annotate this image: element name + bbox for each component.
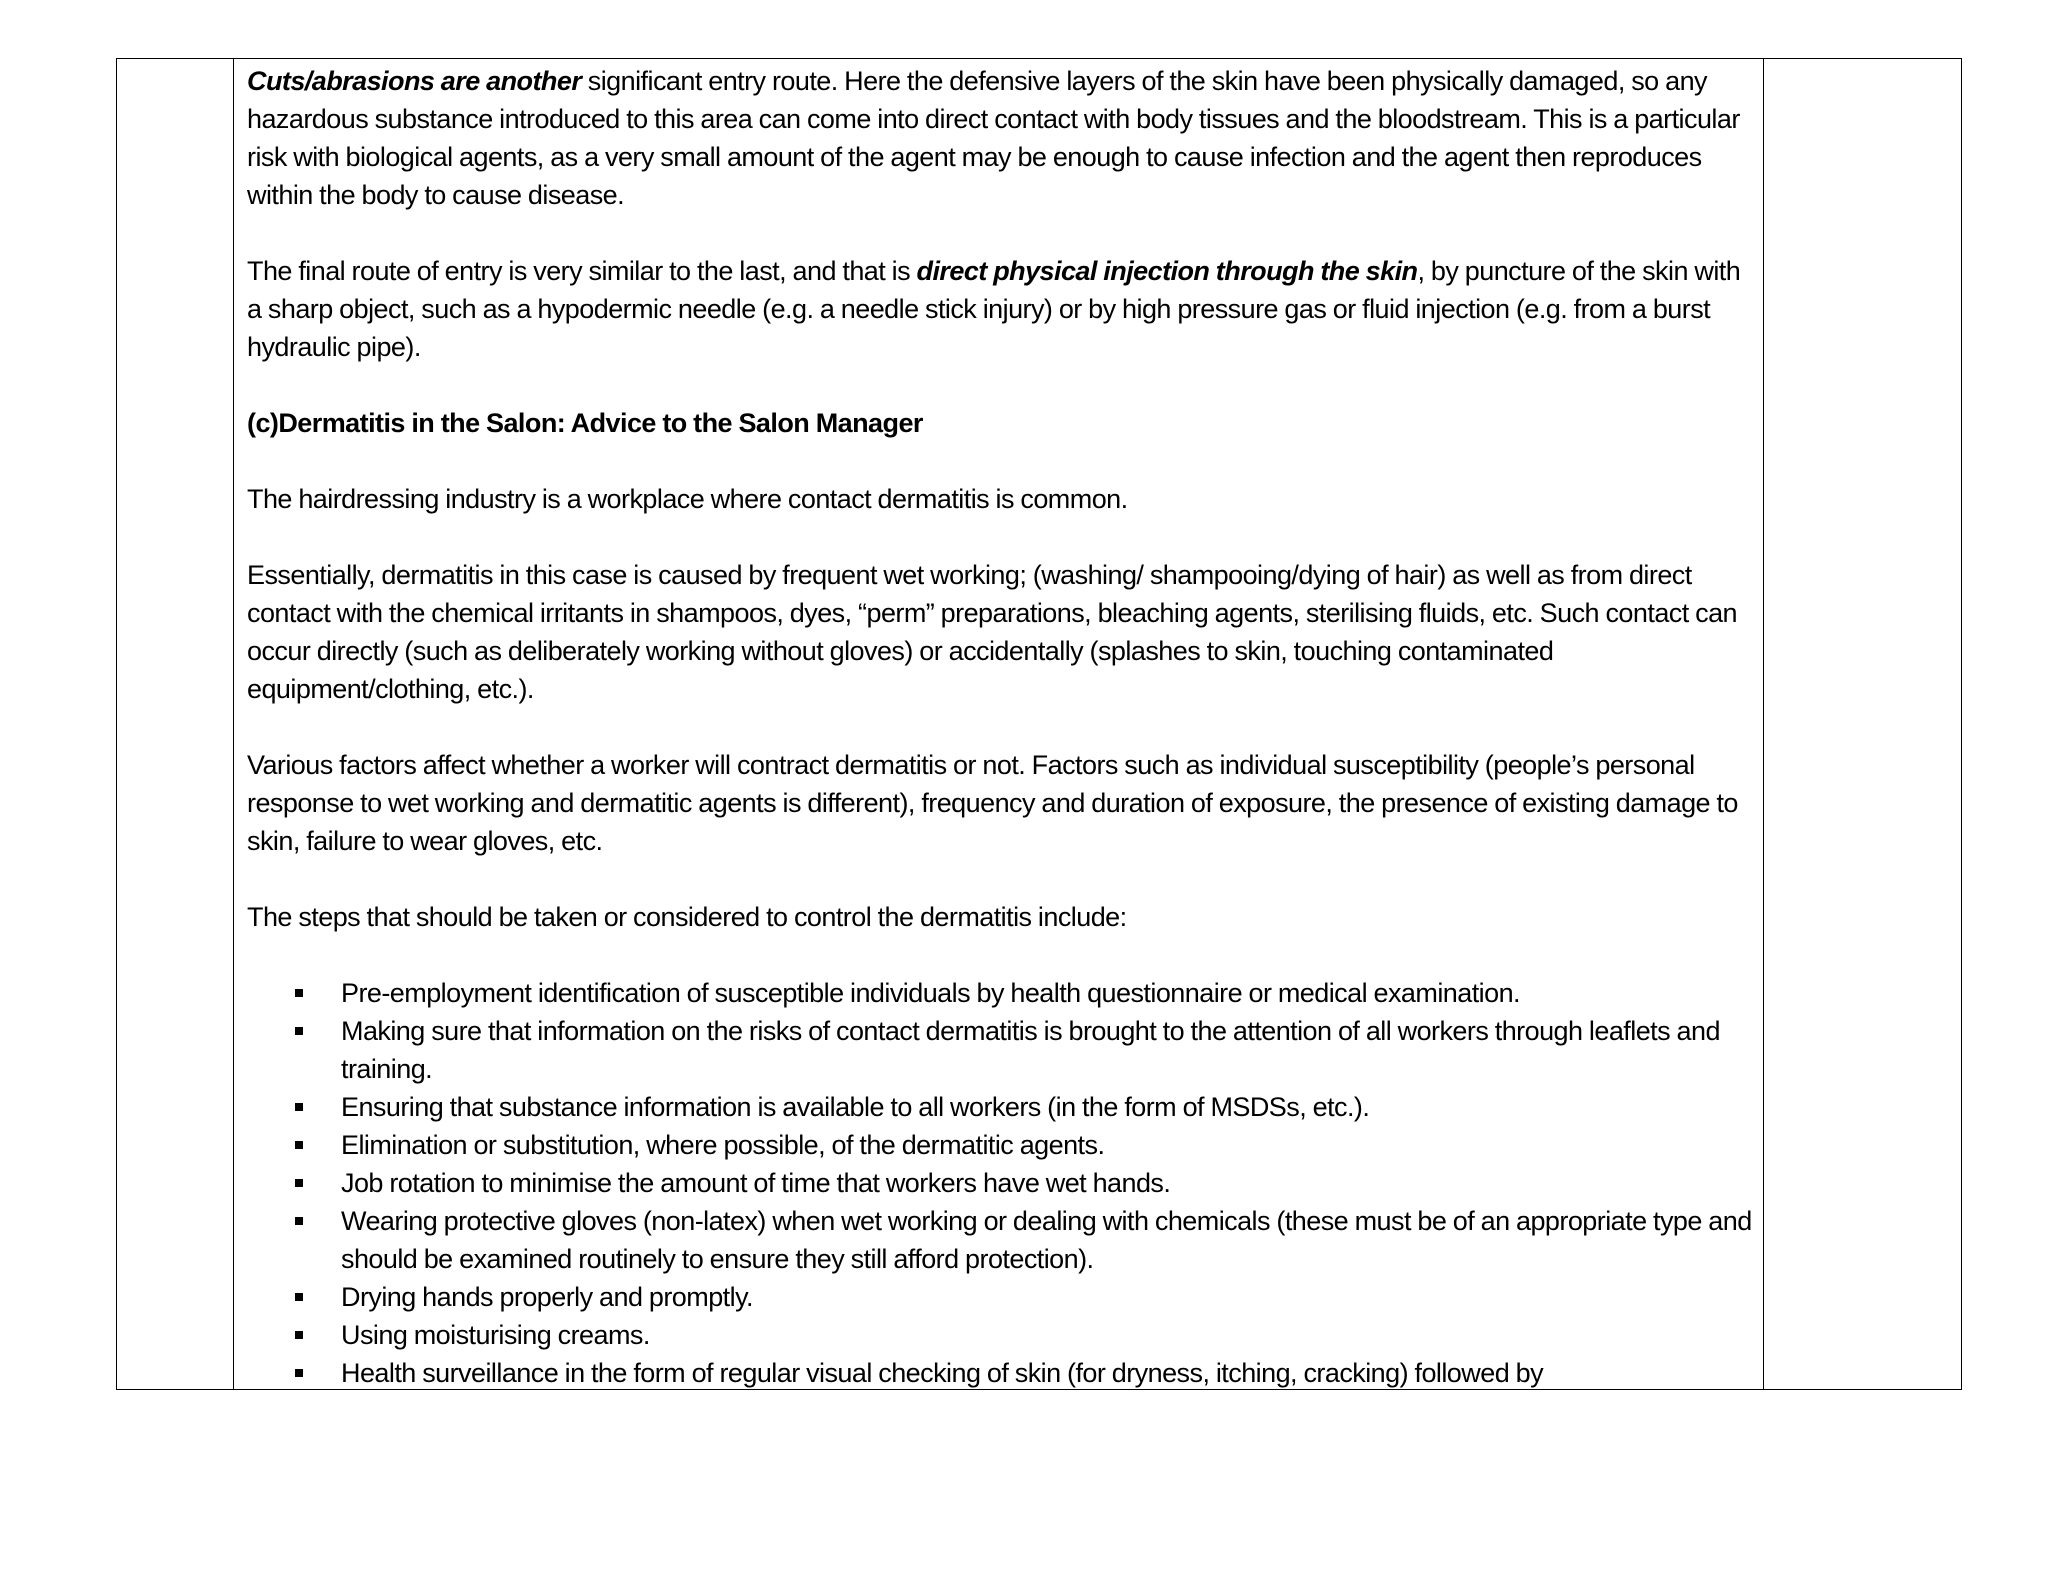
list-item: [341, 1202, 1757, 1278]
list-item-text: Elimination or substitution, where possible, of the dermatitic agents.: [341, 1130, 1105, 1160]
list-item: [341, 1354, 1757, 1390]
paragraph-cuts-abrasions-text: significant entry route. Here the defensive layers of the skin have been physically damaged, so any hazardous substance introduced to this area can come into direct contact with body tissues and the bloodstream. This is a particular risk with biological agents, as a very small amount of the agent may be enough to cause infection and the agent then reproduces within the body to cause disease.: [247, 66, 1740, 210]
paragraph-steps-intro: The steps that should be taken or considered to control the dermatitis include:: [247, 902, 1127, 932]
paragraph-injection-before: The final route of entry is very similar to the last, and that is: [247, 256, 917, 286]
section-heading: (c)Dermatitis in the Salon: Advice to the Salon Manager: [247, 408, 923, 438]
bullet-icon: [295, 1179, 303, 1187]
bullet-icon: [295, 1103, 303, 1111]
paragraph-industry: The hairdressing industry is a workplace where contact dermatitis is common.: [247, 484, 1128, 514]
emphasis-injection: direct physical injection through the skin: [916, 256, 1418, 286]
list-item: [341, 1316, 1757, 1354]
list-item: [341, 1164, 1757, 1202]
steps-list: [247, 974, 1757, 1390]
list-item: [341, 974, 1757, 1012]
list-item-text: Making sure that information on the risks of contact dermatitis is brought to the attention of all workers through leaflets and training.: [341, 1016, 1720, 1084]
bullet-icon: [295, 989, 303, 997]
content-cell: [247, 62, 1757, 1390]
list-item-text: Wearing protective gloves (non-latex) when wet working or dealing with chemicals (these must be of an appropriate type and should be examined routinely to ensure they still afford protection).: [341, 1206, 1752, 1274]
list-item: [341, 1012, 1757, 1088]
list-item: [341, 1278, 1757, 1316]
list-item: [341, 1126, 1757, 1164]
bullet-icon: [295, 1027, 303, 1035]
column-divider-right: [1763, 59, 1764, 1389]
bullet-icon: [295, 1331, 303, 1339]
list-item-text: Ensuring that substance information is available to all workers (in the form of MSDSs, etc.).: [341, 1092, 1370, 1122]
list-item-text: Health surveillance in the form of regular visual checking of skin (for dryness, itching, cracking) followed by: [341, 1358, 1544, 1388]
paragraph-injection-after: , by puncture of the skin with a sharp object, such as a hypodermic needle (e.g. a needle stick injury) or by high pressure gas or fluid injection (e.g. from a burst hydraulic pipe).: [247, 256, 1741, 362]
paragraph-injection: [247, 252, 1757, 366]
bullet-icon: [295, 1217, 303, 1225]
list-item-text: Pre-employment identification of susceptible individuals by health questionnaire or medical examination.: [341, 978, 1520, 1008]
list-item-text: Drying hands properly and promptly.: [341, 1282, 753, 1312]
document-table: [116, 58, 1962, 1390]
paragraph-cuts-abrasions: [247, 62, 1757, 214]
list-item-text: Job rotation to minimise the amount of time that workers have wet hands.: [341, 1168, 1171, 1198]
column-divider-left: [233, 59, 234, 1389]
bullet-icon: [295, 1369, 303, 1377]
emphasis-cuts-abrasions: Cuts/abrasions are another: [247, 66, 582, 96]
bullet-icon: [295, 1293, 303, 1301]
bullet-icon: [295, 1141, 303, 1149]
list-item-text: Using moisturising creams.: [341, 1320, 650, 1350]
paragraph-causes: Essentially, dermatitis in this case is caused by frequent wet working; (washing/ shampooing/dying of hair) as well as from direct contact with the chemical irritants in shampoos, dyes, “perm” preparations, bleaching agents, sterilising fluids, etc. Such contact can occur directly (such as deliberately working without gloves) or accidentally (splashes to skin, touching contaminated equipment/clothing, etc.).: [247, 560, 1738, 704]
list-item: [341, 1088, 1757, 1126]
paragraph-factors: Various factors affect whether a worker will contract dermatitis or not. Factors such as individual susceptibility (people’s personal response to wet working and dermatitic agents is different), frequency and duration of exposure, the presence of existing damage to skin, failure to wear gloves, etc.: [247, 750, 1738, 856]
